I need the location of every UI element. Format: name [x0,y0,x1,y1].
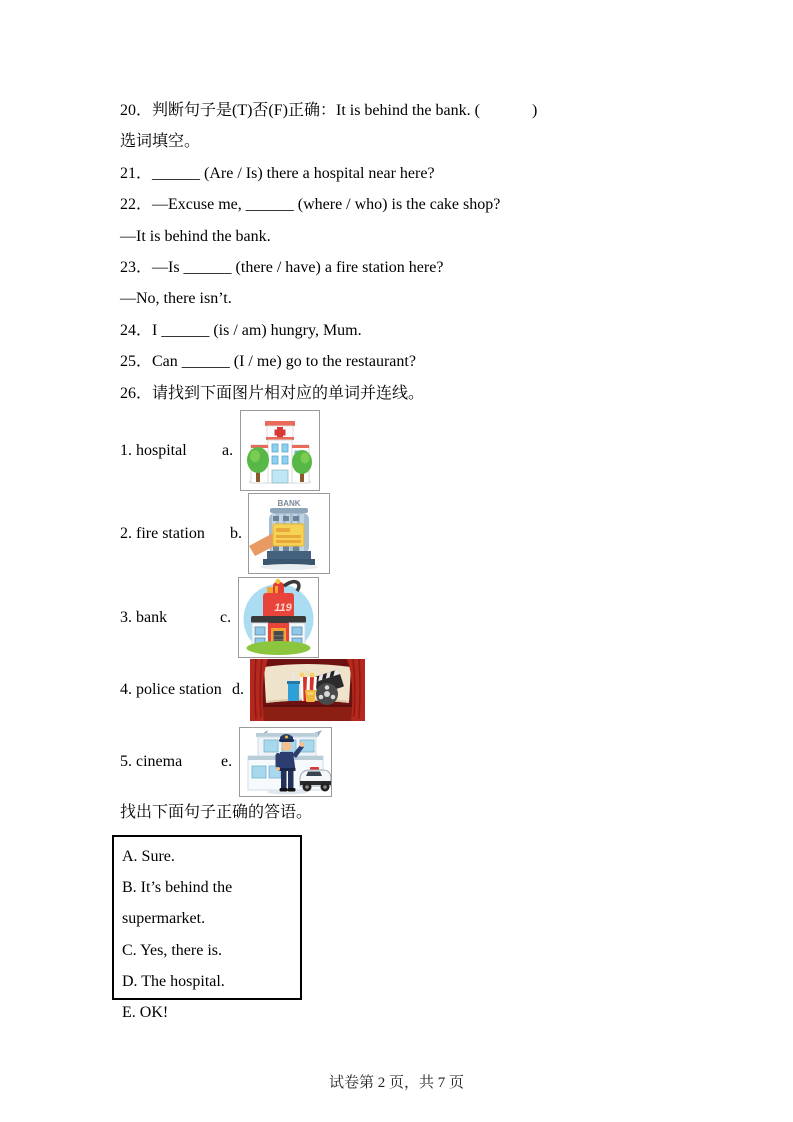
fill-blank-section [120,95,723,409]
match-letter-d: d. [232,681,244,698]
question-23-answer: —No, there isn’t. [120,290,232,308]
answer-option-e: E. OK! [122,1004,169,1022]
answer-options-box [112,835,302,1022]
match-row-1 [120,410,320,491]
fire-station-number-text: 119 [274,602,292,614]
question-22-answer: —It is behind the bank. [120,227,271,245]
question-25: 25．Can ______ (I / me) go to the restaurant? [120,353,416,371]
match-word-bank: 3. bank [120,608,168,626]
answer-option-a: A. Sure. [122,848,175,865]
match-letter-a: a. [222,441,234,459]
match-row-5 [120,727,332,797]
question-20: 20．判断句子是(T)否(F)正确：It is behind the bank. ( ) [120,102,538,119]
answer-option-c: C. Yes, there is. [122,941,223,959]
match-word-hospital: 1. hospital [120,441,187,459]
question-24: 24．I ______ (is / am) hungry, Mum. [120,321,362,339]
match-letter-e: e. [221,753,233,770]
hospital-image [240,410,320,491]
match-word-cinema: 5. cinema [120,753,183,770]
match-row-2 [120,493,330,574]
match-row-3 [120,577,319,658]
fire-station-image [238,577,319,658]
match-letter-b: b. [230,524,242,542]
response-instruction: 找出下面句子正确的答语。 [120,804,313,821]
page-footer: 试卷第 2 页，共 7 页 [328,1075,464,1091]
match-row-4 [120,658,365,722]
question-26-title: 26．请找到下面图片相对应的单词并连线。 [120,384,425,402]
police-station-image [239,727,332,797]
answer-option-b: B. It’s behind the supermarket. [122,879,237,928]
cinema-image [250,659,365,721]
bank-sign-text: BANK [277,499,301,508]
question-23: 23．—Is ______ (there / have) a fire station here? [120,259,444,277]
match-word-fire-station: 2. fire station [120,524,205,542]
match-letter-c: c. [220,608,232,626]
question-22: 22．—Excuse me, ______ (where / who) is the cake shop? [120,196,501,214]
answer-option-d: D. The hospital. [122,972,225,990]
section-title: 选词填空。 [120,133,201,151]
question-21: 21．______ (Are / Is) there a hospital near here? [120,164,435,182]
bank-image [248,493,330,574]
match-word-police-station: 4. police station [120,681,222,698]
